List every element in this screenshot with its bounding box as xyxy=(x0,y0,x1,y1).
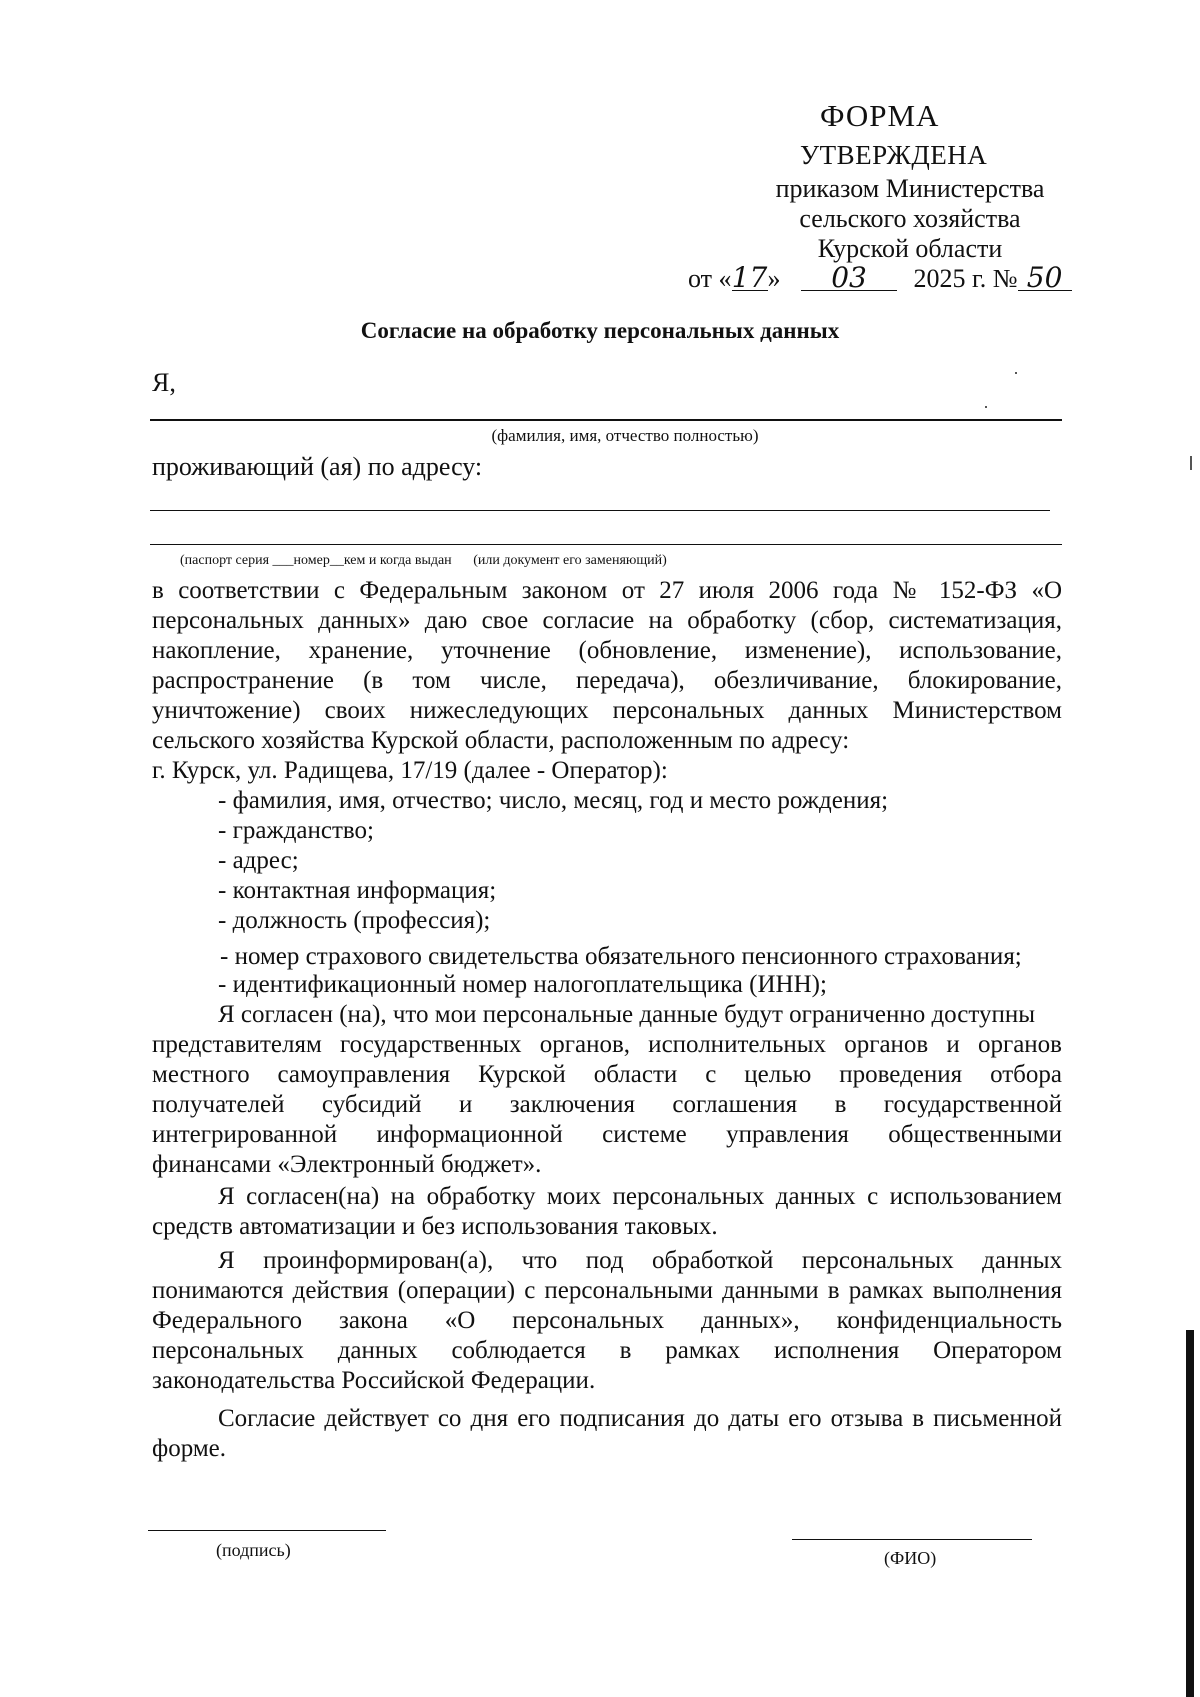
order-year: 2025 г. № xyxy=(913,264,1018,293)
address-line-2[interactable] xyxy=(150,544,1062,545)
p4-line-1: Я проинформирован(а), что под обработкой персональных данных xyxy=(218,1247,1062,1274)
p1-line-6: сельского хозяйства Курской области, расположенным по адресу: xyxy=(152,727,850,754)
p4-line-2: понимаются действия (операции) с персональными данными в рамках выполнения xyxy=(152,1277,1062,1304)
list-item: - номер страхового свидетельства обязательного пенсионного страхования; xyxy=(220,943,1022,970)
approval-line-3: Курской области xyxy=(817,234,1003,263)
p1-line-2: персональных данных» даю свое согласие на обработку (сбор, систематизация, xyxy=(152,607,1062,634)
i-label: Я, xyxy=(152,368,176,397)
fio-line[interactable] xyxy=(150,419,1062,421)
p2-line-5: интегрированной информационной системе управления общественными xyxy=(152,1121,1062,1148)
p1-line-4: распространение (в том числе, передача), обезличивание, блокирование, xyxy=(152,667,1062,694)
approval-line-1: приказом Министерства xyxy=(775,174,1045,203)
document-title: Согласие на обработку персональных данных xyxy=(360,318,840,343)
signature-line[interactable] xyxy=(148,1530,386,1531)
p4-line-4: персональных данных соблюдается в рамках исполнения Оператором xyxy=(152,1337,1062,1364)
list-item: - фамилия, имя, отчество; число, месяц, год и место рождения; xyxy=(218,787,889,814)
scan-speck xyxy=(985,406,987,408)
approved-label: УТВЕРЖДЕНА xyxy=(800,140,988,170)
list-item: - должность (профессия); xyxy=(218,907,491,934)
p1-line-3: накопление, хранение, уточнение (обновление, изменение), использование, xyxy=(152,637,1062,664)
passport-caption-part-2: (или документ его заменяющий) xyxy=(473,553,667,568)
scan-speck xyxy=(1015,372,1017,374)
p4-line-5: законодательства Российской Федерации. xyxy=(152,1367,596,1394)
p4-line-3: Федерального закона «О персональных данных», конфиденциальность xyxy=(152,1307,1062,1334)
fio-signature-line[interactable] xyxy=(792,1539,1032,1540)
fio-signature-caption: (ФИО) xyxy=(884,1548,937,1568)
order-month: 03 xyxy=(801,266,897,291)
order-date-line xyxy=(688,261,1072,294)
p1-line-1: в соответствии с Федеральным законом от 27 июля 2006 года № 152-ФЗ «О xyxy=(152,577,1062,604)
p5-line-2: форме. xyxy=(152,1435,226,1462)
p2-line-3: местного самоуправления Курской области с целью проведения отбора xyxy=(152,1061,1062,1088)
passport-caption-part-1: (паспорт серия ___номер__кем и когда выдан xyxy=(180,553,452,568)
address-label: проживающий (ая) по адресу: xyxy=(152,452,483,481)
date-mid: » xyxy=(767,264,781,293)
list-item: - адрес; xyxy=(218,847,299,874)
scan-speck xyxy=(1190,456,1192,470)
signature-caption: (подпись) xyxy=(216,1540,291,1560)
list-item: - гражданство; xyxy=(218,817,374,844)
approval-line-2: сельского хозяйства xyxy=(799,204,1021,233)
p2-line-1: Я согласен (на), что мои персональные данные будут ограниченно доступны xyxy=(218,1001,1036,1028)
passport-caption xyxy=(180,553,667,569)
p5-line-1: Согласие действует со дня его подписания до даты его отзыва в письменной xyxy=(218,1405,1062,1432)
order-number: 50 xyxy=(1018,266,1072,291)
p2-line-2: представителям государственных органов, исполнительных органов и органов xyxy=(152,1031,1062,1058)
date-prefix: от « xyxy=(688,264,732,293)
p1-line-7: г. Курск, ул. Радищева, 17/19 (далее - Оператор): xyxy=(152,757,668,784)
p3-line-1: Я согласен(на) на обработку моих персональных данных с использованием xyxy=(218,1183,1062,1210)
form-label: ФОРМА xyxy=(820,98,940,133)
list-item: - идентификационный номер налогоплательщика (ИНН); xyxy=(218,971,827,998)
p1-line-5: уничтожение) своих нижеследующих персональных данных Министерством xyxy=(152,697,1062,724)
order-day: 17 xyxy=(731,261,768,294)
p3-line-2: средств автоматизации и без использования таковых. xyxy=(152,1213,718,1240)
p2-line-6: финансами «Электронный бюджет». xyxy=(152,1151,542,1178)
list-item: - контактная информация; xyxy=(218,877,497,904)
scan-edge-shadow xyxy=(1186,1330,1194,1697)
fio-caption: (фамилия, имя, отчество полностью) xyxy=(491,426,759,445)
address-line-1[interactable] xyxy=(150,510,1050,511)
p2-line-4: получателей субсидий и заключения соглашения в государственной xyxy=(152,1091,1062,1118)
